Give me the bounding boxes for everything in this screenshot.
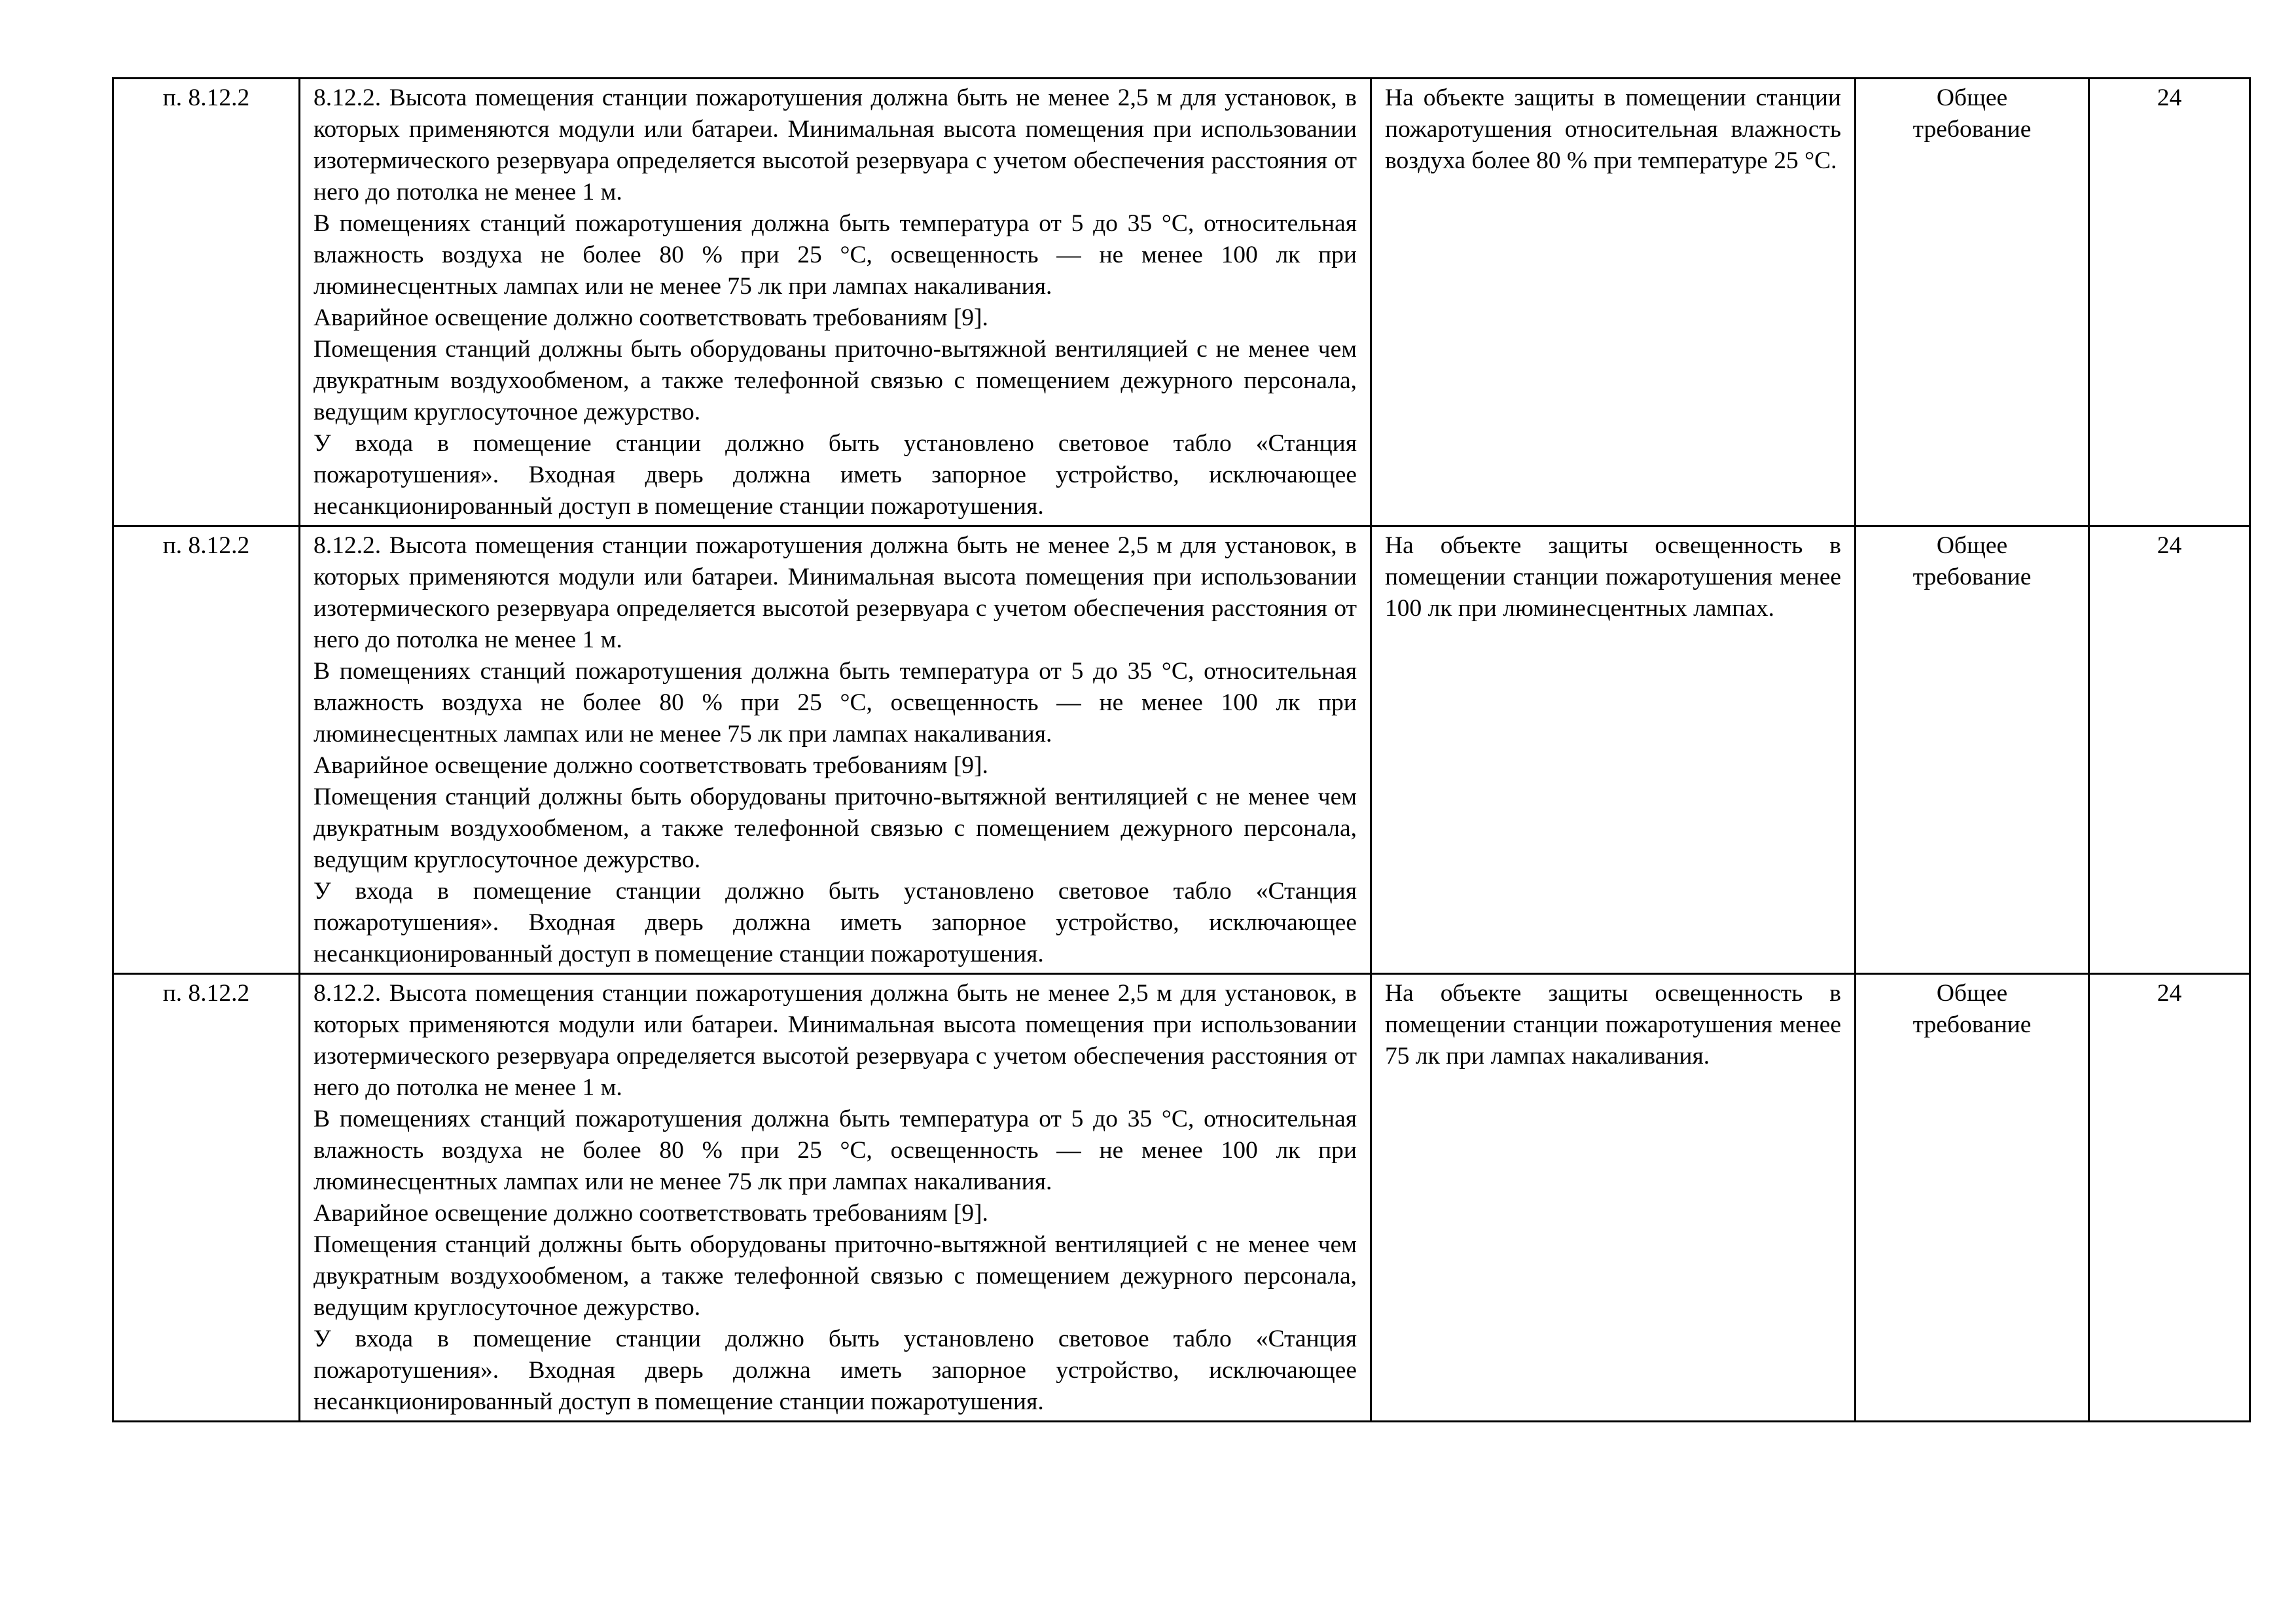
requirement-paragraph: Аварийное освещение должно соответствовать требованиям [9]. — [314, 1200, 988, 1227]
requirement-paragraph: Аварийное освещение должно соответствовать требованиям [9]. — [314, 752, 988, 779]
requirement-paragraph: У входа в помещение станции должно быть установлено световое табло «Станция пожаротушения». Входная дверь должна иметь запорное устройство, исключающее несанкционированный доступ в помещение станции пожаротушения. — [314, 1326, 1357, 1415]
requirement-text — [300, 79, 1371, 526]
requirement-category — [1856, 974, 2089, 1422]
clause-reference: п. 8.12.2 — [113, 79, 300, 526]
table-row — [113, 526, 2250, 974]
requirement-paragraph: Аварийное освещение должно соответствовать требованиям [9]. — [314, 304, 988, 331]
clause-reference: п. 8.12.2 — [113, 526, 300, 974]
requirement-text — [300, 974, 1371, 1422]
violation-finding: На объекте защиты освещенность в помещении станции пожаротушения менее 75 лк при лампах накаливания. — [1371, 974, 1856, 1422]
requirement-category — [1856, 79, 2089, 526]
clause-reference: п. 8.12.2 — [113, 974, 300, 1422]
requirement-paragraph: 8.12.2. Высота помещения станции пожаротушения должна быть не менее 2,5 м для установок, в которых применяются модули или батареи. Минимальная высота помещения при использовании изотермического резервуара определяется высотой резервуара с учетом обеспечения расстояния от него до потолка не менее 1 м. — [314, 532, 1357, 653]
table-row — [113, 79, 2250, 526]
category-line: требование — [1912, 1011, 2032, 1038]
category-line: Общее — [1936, 84, 2008, 111]
requirement-paragraph: У входа в помещение станции должно быть установлено световое табло «Станция пожаротушения». Входная дверь должна иметь запорное устройство, исключающее несанкционированный доступ в помещение станции пожаротушения. — [314, 878, 1357, 967]
requirement-paragraph: 8.12.2. Высота помещения станции пожаротушения должна быть не менее 2,5 м для установок, в которых применяются модули или батареи. Минимальная высота помещения при использовании изотермического резервуара определяется высотой резервуара с учетом обеспечения расстояния от него до потолка не менее 1 м. — [314, 84, 1357, 206]
table-row — [113, 974, 2250, 1422]
requirements-table — [112, 77, 2251, 1422]
page-number: 24 — [2089, 79, 2250, 526]
violation-finding: На объекте защиты освещенность в помещении станции пожаротушения менее 100 лк при люминесцентных лампах. — [1371, 526, 1856, 974]
category-line: Общее — [1936, 532, 2008, 559]
violation-finding: На объекте защиты в помещении станции пожаротушения относительная влажность воздуха более 80 % при температуре 25 °С. — [1371, 79, 1856, 526]
requirement-paragraph: В помещениях станций пожаротушения должна быть температура от 5 до 35 °С, относительная влажность воздуха не более 80 % при 25 °С, освещенность — не менее 100 лк при люминесцентных лампах или не менее 75 лк при лампах накаливания. — [314, 1106, 1357, 1195]
category-line: требование — [1912, 116, 2032, 143]
requirement-paragraph: Помещения станций должны быть оборудованы приточно-вытяжной вентиляцией с не менее чем двукратным воздухообменом, а также телефонной связью с помещением дежурного персонала, ведущим круглосуточное дежурство. — [314, 784, 1357, 873]
category-line: требование — [1912, 564, 2032, 590]
page-number: 24 — [2089, 526, 2250, 974]
page-number: 24 — [2089, 974, 2250, 1422]
requirement-paragraph: В помещениях станций пожаротушения должна быть температура от 5 до 35 °С, относительная влажность воздуха не более 80 % при 25 °С, освещенность — не менее 100 лк при люминесцентных лампах или не менее 75 лк при лампах накаливания. — [314, 658, 1357, 748]
requirement-category — [1856, 526, 2089, 974]
requirement-paragraph: 8.12.2. Высота помещения станции пожаротушения должна быть не менее 2,5 м для установок, в которых применяются модули или батареи. Минимальная высота помещения при использовании изотермического резервуара определяется высотой резервуара с учетом обеспечения расстояния от него до потолка не менее 1 м. — [314, 980, 1357, 1101]
requirement-paragraph: У входа в помещение станции должно быть установлено световое табло «Станция пожаротушения». Входная дверь должна иметь запорное устройство, исключающее несанкционированный доступ в помещение станции пожаротушения. — [314, 430, 1357, 520]
category-line: Общее — [1936, 980, 2008, 1007]
requirement-text — [300, 526, 1371, 974]
requirement-paragraph: Помещения станций должны быть оборудованы приточно-вытяжной вентиляцией с не менее чем двукратным воздухообменом, а также телефонной связью с помещением дежурного персонала, ведущим круглосуточное дежурство. — [314, 1231, 1357, 1321]
requirement-paragraph: В помещениях станций пожаротушения должна быть температура от 5 до 35 °С, относительная влажность воздуха не более 80 % при 25 °С, освещенность — не менее 100 лк при люминесцентных лампах или не менее 75 лк при лампах накаливания. — [314, 210, 1357, 300]
requirement-paragraph: Помещения станций должны быть оборудованы приточно-вытяжной вентиляцией с не менее чем двукратным воздухообменом, а также телефонной связью с помещением дежурного персонала, ведущим круглосуточное дежурство. — [314, 336, 1357, 425]
